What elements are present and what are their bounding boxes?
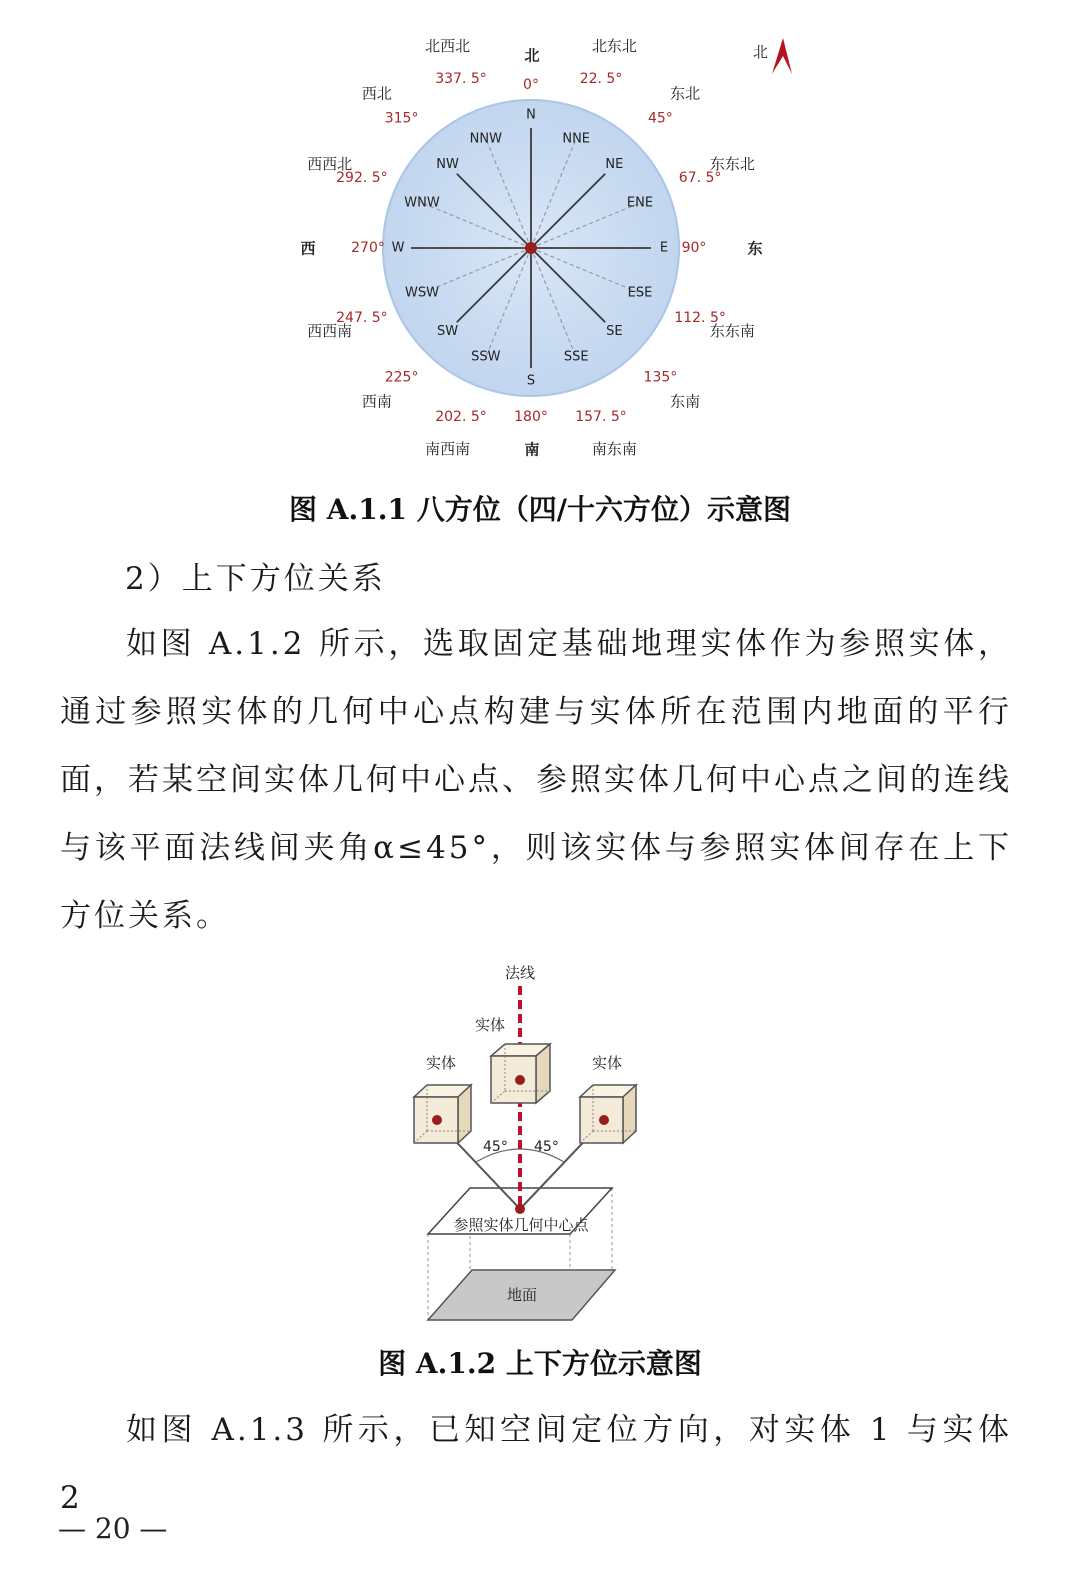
compass-degree-w: 270° — [351, 240, 385, 256]
compass-label-cn-sse: 南东南 — [591, 439, 637, 458]
compass-degree-nw: 315° — [384, 110, 419, 127]
compass-label-cn-nnw: 北西北 — [425, 37, 471, 56]
compass-label-cn-s: 南 — [524, 440, 540, 459]
compass-label-en-sw: SW — [437, 323, 459, 339]
compass-label-en-w: W — [391, 240, 405, 256]
compass-label-en-ssw: SSW — [471, 349, 501, 365]
compass-label-en-nnw: NNW — [469, 131, 502, 147]
compass-label-en-sse: SSE — [563, 349, 589, 365]
compass-label-en-nne: NNE — [562, 131, 591, 147]
compass-label-cn-nw: 西北 — [361, 84, 392, 103]
compass-degree-sw: 225° — [384, 369, 419, 386]
compass-label-en-n: N — [526, 107, 536, 123]
figure-caption-a112: 图 A.1.2 上下方位示意图 — [378, 1347, 702, 1380]
entity-cube-right — [580, 1085, 636, 1143]
compass-label-en-e: E — [659, 240, 669, 256]
angle-right-label: 45° — [534, 1139, 559, 1155]
compass-label-en-ene: ENE — [626, 195, 654, 211]
normal-label: 法线 — [504, 964, 536, 982]
compass-degree-n: 0° — [523, 77, 539, 93]
compass-label-en-s: S — [526, 373, 536, 389]
compass-label-cn-nne: 北东北 — [591, 37, 637, 56]
compass-degree-wnw: 292. 5° — [336, 170, 388, 186]
compass-label-cn-ne: 东北 — [670, 84, 701, 103]
compass-label-cn-e: 东 — [747, 239, 763, 258]
compass-degree-nnw: 337. 5° — [435, 70, 487, 87]
compass-degree-ne: 45° — [647, 110, 673, 127]
paragraph-a113-intro: 如图 A.1.3 所示，已知空间定位方向，对实体 1 与实体 2 — [60, 1412, 1012, 1516]
north-indicator-label: 北 — [753, 43, 769, 61]
paragraph-updown-definition: 如图 A.1.2 所示，选取固定基础地理实体作为参照实体，通过参照实体的几何中心点构建与实体所在范围内地面的平行面，若某空间实体几何中心点、参照实体几何中心点之间的连线与该平面法线间夹角α≤45°，则该实体与参照实体间存在上下方位关系。 — [60, 626, 1012, 934]
compass-label-cn-se: 东南 — [670, 392, 701, 411]
compass-label-en-ne: NE — [605, 157, 624, 173]
updown-diagram — [0, 950, 1080, 1335]
compass-label-en-nw: NW — [436, 157, 459, 173]
angle-left-label: 45° — [483, 1139, 508, 1155]
compass-degree-ssw: 202. 5° — [435, 409, 487, 426]
figure-caption-a111: 图 A.1.1 八方位（四/十六方位）示意图 — [289, 493, 791, 526]
compass-label-cn-wnw: 西西北 — [307, 155, 353, 174]
compass-center-dot — [525, 242, 537, 254]
compass-degree-se: 135° — [643, 369, 678, 386]
compass-degree-s: 180° — [514, 409, 548, 425]
compass-degree-sse: 157. 5° — [575, 409, 627, 426]
compass-label-cn-ene: 东东北 — [709, 155, 755, 174]
compass-label-en-ese: ESE — [627, 285, 653, 301]
compass-label-cn-sw: 西南 — [361, 392, 392, 411]
ground-label: 地面 — [506, 1286, 538, 1304]
compass-degree-nne: 22. 5° — [579, 70, 623, 87]
entity-label-top: 实体 — [474, 1016, 506, 1034]
compass-label-cn-ese: 东东南 — [709, 321, 755, 340]
entity-cube-left — [414, 1085, 471, 1143]
compass-degree-e: 90° — [681, 240, 707, 256]
compass-label-cn-w: 西 — [300, 239, 316, 258]
reference-center-dot — [515, 1204, 525, 1214]
entity-label-right: 实体 — [591, 1054, 623, 1072]
section-heading: 2）上下方位关系 — [125, 561, 386, 597]
entity-cube-top — [491, 1044, 550, 1103]
compass-diagram — [0, 0, 1080, 470]
reference-center-label: 参照实体几何中心点 — [453, 1216, 589, 1234]
entity-label-left: 实体 — [425, 1054, 457, 1072]
page-number: — 20 — — [58, 1512, 168, 1545]
compass-label-cn-wsw: 西西南 — [307, 321, 353, 340]
compass-label-cn-ssw: 南西南 — [425, 439, 471, 458]
compass-label-cn-n: 北 — [524, 46, 540, 65]
compass-degree-ese: 112. 5° — [674, 310, 726, 326]
compass-label-en-wsw: WSW — [405, 285, 439, 301]
compass-label-en-wnw: WNW — [404, 195, 440, 211]
compass-label-en-se: SE — [606, 323, 623, 339]
compass-degree-ene: 67. 5° — [678, 170, 722, 186]
compass-degree-wsw: 247. 5° — [336, 310, 388, 326]
north-arrow-icon — [772, 38, 792, 74]
